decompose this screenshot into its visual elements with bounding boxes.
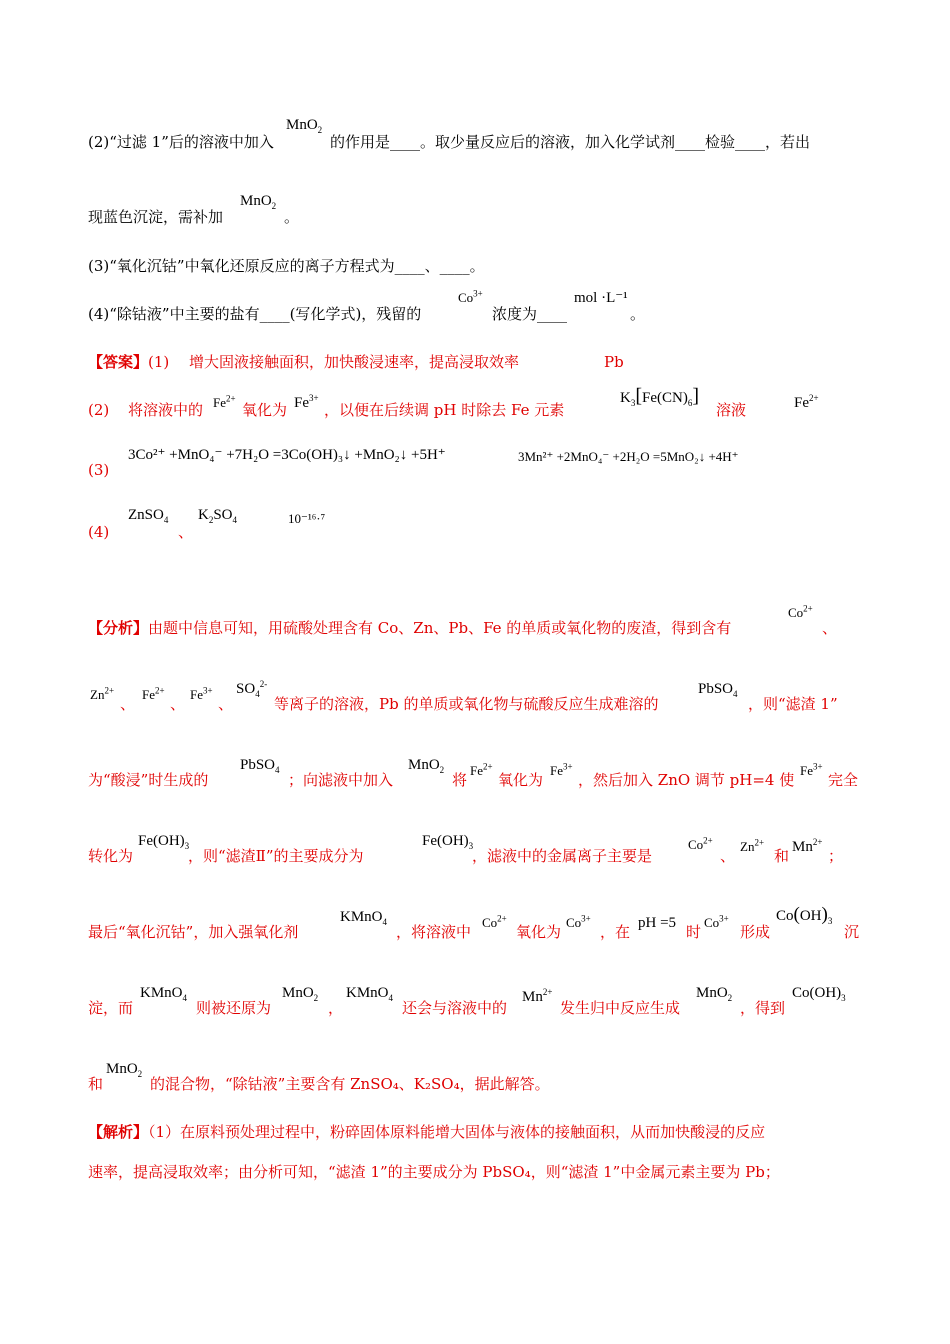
question-2-end [284,207,299,227]
analysis-line-1 [88,618,731,638]
analysis-text-5b: ，将溶液中 [396,923,472,941]
formula-ph5: pH =5 [638,915,677,931]
analysis-text-3b: ；向滤液中加入 [288,771,394,789]
formula-co3plus: $Co^{3+}$ [458,288,483,305]
formula-k2so4: $K_2SO_4$ [198,507,238,525]
analysis-sep: 、 [170,695,186,713]
answer-3-num: (3) [88,461,110,479]
analysis-text-3c: 将 [452,771,468,789]
formula-co2plus: $Co^{2+}$ [482,913,507,930]
formula-co2plus: $Co^{2+}$ [688,835,713,852]
formula-mno2: MnO$_2$ [286,117,323,135]
analysis-line-4: 转化为 [88,847,134,865]
formula-zn2plus: $Zn^{2+}$ [740,837,765,854]
analysis-sep: 、 [120,695,136,713]
formula-feoh3: $Fe(OH)_3$ [138,833,190,851]
formula-mno2: MnO$_2$ [408,757,445,775]
formula-co2plus: $Co^{2+}$ [788,603,813,620]
analysis-text-6f: ，得到 [740,999,786,1017]
formula-k3fecn6: $K_3[Fe(CN)_6]$ [620,385,700,408]
question-3-line [88,256,485,276]
question-4-mid [492,304,567,324]
answer-1-text: (1) 增大固液接触面积，加快酸浸速率，提高浸取效率 [148,353,520,371]
formula-feoh3: $Fe(OH)_3$ [422,833,474,851]
answer-2-text-c: ，以便在后续调 pH 时除去 Fe 元素 [324,401,565,419]
formula-mn2plus: $Mn^{2+}$ [522,987,553,1005]
formula-fe3plus: $Fe^{3+}$ [550,761,573,778]
analysis-text-6e: 发生归中反应生成 [560,999,681,1017]
analysis-text-6d: 还会与溶液中的 [402,999,508,1017]
formula-fe2plus-2: $Fe^{2+}$ [794,393,819,411]
q2-text-c: 现蓝色沉淀，需补加 [88,208,224,226]
analysis-text-3e: ，然后加入 ZnO 调节 pH=4 使 [578,771,795,789]
formula-fe3plus: $Fe^{3+}$ [294,393,319,411]
analysis-text-5c: 氧化为 [516,923,562,941]
formula-cooh3: $Co(OH)_3$ [776,904,833,926]
formula-mno2: MnO$_2$ [106,1061,143,1079]
analysis-text-5d: ，在 [600,923,631,941]
formula-mno2: MnO$_2$ [282,985,319,1003]
formula-cooh3: $Co(OH)_3$ [792,985,846,1003]
q4-text-c: 。 [630,305,646,323]
explanation-label: 【解析】 [88,1123,149,1141]
formula-concentration: 10⁻¹⁶·⁷ [288,511,326,526]
formula-kmno4: KMnO$_4$ [340,909,388,927]
formula-fe2plus: $Fe^{2+}$ [142,685,165,702]
q2-text-d: 。 [284,208,300,226]
formula-unit: mol ·L⁻¹ [574,290,628,306]
formula-pbso4: PbSO$_4$ [240,757,280,775]
question-2-line-2 [88,207,223,227]
formula-co3plus: $Co^{3+}$ [566,913,591,930]
analysis-line-7: 和 [88,1075,104,1093]
formula-mn2plus: $Mn^{2+}$ [792,837,823,855]
formula-kmno4: KMnO$_4$ [346,985,394,1003]
formula-fe2plus: $Fe^{2+}$ [470,761,493,778]
formula-mno2: MnO$_2$ [696,985,733,1003]
answer-line-1 [88,352,519,372]
analysis-text-6b: 则被还原为 [196,999,272,1017]
analysis-text-7b: 的混合物，“除钴液”主要含有 ZnSO₄、K₂SO₄，据此解答。 [150,1075,550,1093]
equation-2: 3Mn²⁺ +2MnO₄⁻ +2H₂O =5MnO₂↓ +4H⁺ [518,449,739,464]
answer-4-sep: 、 [178,523,194,541]
analysis-text-3f: 完全 [828,771,859,789]
formula-so4: $SO_4^{2-}$ [236,679,268,699]
formula-fe3plus: $Fe^{3+}$ [800,761,823,778]
answer-2-text-d: 溶液 [716,401,747,419]
question-2-line-1b [330,132,810,152]
analysis-text-6c: ， [328,999,344,1017]
answer-1-pb: Pb [604,353,624,371]
explanation-line-1 [88,1122,765,1142]
analysis-text-4c: ，滤液中的金属离子主要是 [472,847,653,865]
formula-kmno4: KMnO$_4$ [140,985,188,1003]
analysis-line-5: 最后“氧化沉钴”，加入强氧化剂 [88,923,299,941]
answer-2-text-b: 氧化为 [242,401,288,419]
answer-label: 【答案】 [88,353,149,371]
analysis-text-5f: 形成 [740,923,771,941]
analysis-text-4f: ； [828,847,844,865]
analysis-text-2e: ，则“滤渣 1” [748,695,838,713]
analysis-sep: 、 [720,847,736,865]
question-4-end [630,304,645,324]
analysis-line-6: 淀，而 [88,999,134,1017]
analysis-text-1: 由题中信息可知，用硫酸处理含有 Co、Zn、Pb、Fe 的单质或氧化物的废渣，得到含有 [148,619,732,637]
formula-fe2plus: $Fe^{2+}$ [213,393,236,410]
answer-2-num: (2) [88,401,110,419]
explanation-text-1: （1）在原料预处理过程中，粉碎固体原料能增大固体与液体的接触面积，从而加快酸浸的反应 [148,1123,766,1141]
equation-1: 3Co²⁺ +MnO₄⁻ +7H₂O =3Co(OH)₃↓ +MnO₂↓ +5H⁺ [128,447,446,463]
analysis-text-4b: ，则“滤渣Ⅱ”的主要成分为 [188,847,364,865]
question-2-line-1 [88,132,274,152]
q4-text-a: (4)“除钴液”中主要的盐有____(写化学式)，残留的 [88,305,422,323]
formula-zn2plus: $Zn^{2+}$ [90,685,115,702]
answer-2-text-a: 将溶液中的 [128,401,204,419]
formula-pbso4: PbSO$_4$ [698,681,738,699]
q4-text-b: 浓度为____ [492,305,568,323]
formula-znso4: ZnSO$_4$ [128,507,169,525]
q2-text-a: (2)“过滤 1”后的溶液中加入 [88,133,274,151]
analysis-line-3: 为“酸浸”时生成的 [88,771,209,789]
analysis-text-4e: 和 [774,847,790,865]
q3-text: (3)“氧化沉钴”中氧化还原反应的离子方程式为____、____。 [88,257,485,275]
analysis-sep: 、 [218,695,234,713]
analysis-text-5e: 时 [686,923,702,941]
answer-4-num: (4) [88,523,110,541]
analysis-text-5g: 沉 [844,923,860,941]
formula-fe3plus: $Fe^{3+}$ [190,685,213,702]
analysis-label: 【分析】 [88,619,149,637]
analysis-text-3d: 氧化为 [498,771,544,789]
q2-text-b: 的作用是____。取少量反应后的溶液，加入化学试剂____检验____，若出 [330,133,811,151]
formula-co3plus: $Co^{3+}$ [704,913,729,930]
analysis-text-2: 等离子的溶液，Pb 的单质或氧化物与硫酸反应生成难溶的 [274,695,659,713]
analysis-sep: 、 [822,619,838,637]
question-4-line [88,304,421,324]
formula-mno2: MnO$_2$ [240,193,277,211]
explanation-line-2: 速率，提高浸取效率；由分析可知，“滤渣 1”的主要成分为 PbSO₄，则“滤渣 1”中金属元素主要为 Pb； [88,1163,780,1181]
